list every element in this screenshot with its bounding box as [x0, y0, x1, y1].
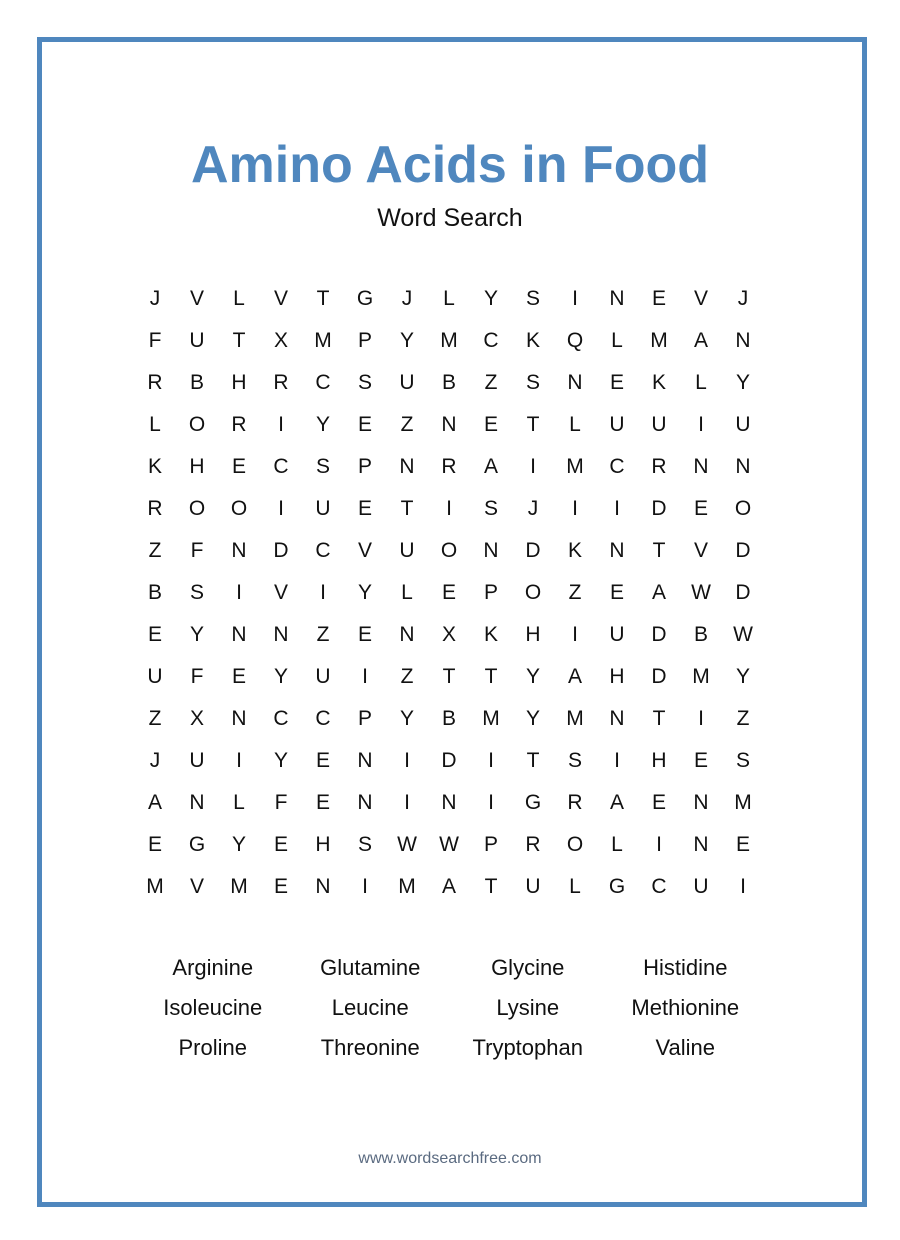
grid-cell[interactable]: N — [609, 707, 625, 730]
grid-cell[interactable]: I — [320, 581, 326, 604]
grid-cell[interactable]: K — [525, 329, 540, 352]
grid-cell[interactable]: R — [231, 413, 247, 436]
grid-cell[interactable]: V — [693, 539, 708, 562]
grid-cell[interactable]: E — [231, 455, 246, 478]
grid-cell[interactable]: B — [693, 623, 708, 646]
grid-cell[interactable]: V — [189, 875, 204, 898]
grid-cell[interactable]: H — [315, 833, 331, 856]
grid-cell[interactable]: B — [441, 371, 456, 394]
grid-cell[interactable]: M — [566, 455, 584, 478]
grid-row — [134, 698, 764, 740]
grid-cell[interactable]: Y — [231, 833, 246, 856]
grid-cell[interactable]: H — [525, 623, 541, 646]
grid-cell[interactable]: N — [735, 329, 751, 352]
grid-cell[interactable]: M — [482, 707, 500, 730]
word-list-item: Glycine — [491, 955, 565, 980]
grid-cell[interactable]: U — [609, 623, 625, 646]
grid-row — [134, 362, 764, 404]
word-list-item: Threonine — [320, 1035, 420, 1060]
grid-cell[interactable]: Z — [148, 539, 162, 562]
word-list-item: Histidine — [643, 955, 728, 980]
grid-cell[interactable]: G — [356, 287, 374, 310]
word-list-item: Proline — [178, 1035, 247, 1060]
grid-cell[interactable]: C — [273, 707, 289, 730]
grid-cell[interactable]: E — [441, 581, 456, 604]
grid-cell[interactable]: D — [525, 539, 541, 562]
grid-cell[interactable]: S — [357, 371, 372, 394]
word-list-item: Lysine — [496, 995, 560, 1020]
grid-cell[interactable]: M — [566, 707, 584, 730]
grid-cell[interactable]: S — [315, 455, 330, 478]
grid-cell[interactable]: L — [569, 413, 581, 436]
grid-cell[interactable]: U — [147, 665, 163, 688]
grid-cell[interactable]: X — [189, 707, 204, 730]
grid-cell[interactable]: A — [609, 791, 624, 814]
grid-cell[interactable]: N — [273, 623, 289, 646]
grid-cell[interactable]: P — [483, 833, 498, 856]
grid-cell[interactable]: Z — [736, 707, 750, 730]
grid-cell[interactable]: T — [526, 749, 540, 772]
grid-cell[interactable]: A — [651, 581, 666, 604]
grid-cell[interactable]: C — [483, 329, 499, 352]
grid-cell[interactable]: O — [230, 497, 248, 520]
grid-cell[interactable]: E — [609, 581, 624, 604]
grid-cell[interactable]: Y — [525, 665, 540, 688]
grid-cell[interactable]: N — [231, 539, 247, 562]
grid-cell[interactable]: A — [483, 455, 498, 478]
grid-cell[interactable]: M — [230, 875, 248, 898]
grid-cell[interactable]: K — [651, 371, 666, 394]
grid-cell[interactable]: N — [693, 791, 709, 814]
grid-cell[interactable]: S — [483, 497, 498, 520]
grid-cell[interactable]: Y — [399, 707, 414, 730]
grid-cell[interactable]: E — [315, 791, 330, 814]
grid-cell[interactable]: U — [735, 413, 751, 436]
grid-cell[interactable]: G — [608, 875, 626, 898]
grid-cell[interactable]: V — [273, 581, 288, 604]
grid-cell[interactable]: O — [566, 833, 584, 856]
grid-cell[interactable]: Y — [357, 581, 372, 604]
grid-row — [134, 278, 764, 320]
grid-cell[interactable]: Y — [315, 413, 330, 436]
grid-row — [134, 530, 764, 572]
grid-cell[interactable]: P — [357, 329, 372, 352]
grid-cell[interactable]: X — [273, 329, 288, 352]
grid-cell[interactable]: M — [650, 329, 668, 352]
grid-cell[interactable]: V — [693, 287, 708, 310]
grid-cell[interactable]: U — [315, 665, 331, 688]
grid-cell[interactable]: U — [651, 413, 667, 436]
grid-cell[interactable]: E — [147, 833, 162, 856]
grid-cell[interactable]: E — [357, 623, 372, 646]
grid-cell[interactable]: U — [189, 749, 205, 772]
grid-cell[interactable]: A — [693, 329, 708, 352]
grid-cell[interactable]: K — [147, 455, 162, 478]
grid-cell[interactable]: R — [147, 371, 163, 394]
grid-cell[interactable]: Z — [568, 581, 582, 604]
grid-cell[interactable]: M — [440, 329, 458, 352]
grid-cell[interactable]: M — [734, 791, 752, 814]
letter-grid — [134, 278, 764, 908]
grid-cell[interactable]: O — [440, 539, 458, 562]
grid-row — [134, 824, 764, 866]
grid-cell[interactable]: D — [735, 539, 751, 562]
grid-cell[interactable]: S — [735, 749, 750, 772]
grid-cell[interactable]: Y — [273, 749, 288, 772]
grid-cell[interactable]: L — [149, 413, 161, 436]
grid-cell[interactable]: C — [315, 371, 331, 394]
grid-cell[interactable]: O — [524, 581, 542, 604]
grid-cell[interactable]: I — [572, 497, 578, 520]
grid-cell[interactable]: L — [233, 287, 245, 310]
grid-cell[interactable]: T — [484, 665, 498, 688]
grid-cell[interactable]: I — [572, 287, 578, 310]
word-list-item: Arginine — [172, 955, 254, 980]
grid-cell[interactable]: E — [651, 791, 666, 814]
grid-cell[interactable]: A — [567, 665, 582, 688]
grid-cell[interactable]: H — [189, 455, 205, 478]
grid-cell[interactable]: C — [609, 455, 625, 478]
grid-cell[interactable]: R — [651, 455, 667, 478]
grid-cell[interactable]: E — [315, 749, 330, 772]
grid-row — [134, 740, 764, 782]
grid-cell[interactable]: N — [231, 707, 247, 730]
grid-cell[interactable]: D — [651, 665, 667, 688]
word-list-item: Methionine — [631, 995, 740, 1020]
grid-cell[interactable]: D — [651, 623, 667, 646]
grid-row — [134, 320, 764, 362]
grid-cell[interactable]: I — [614, 497, 620, 520]
grid-cell[interactable]: P — [357, 455, 372, 478]
grid-cell[interactable]: R — [441, 455, 457, 478]
grid-cell[interactable]: R — [273, 371, 289, 394]
grid-cell[interactable]: O — [188, 497, 206, 520]
grid-cell[interactable]: F — [274, 791, 288, 814]
grid-cell[interactable]: Y — [189, 623, 204, 646]
grid-cell[interactable]: T — [442, 665, 456, 688]
grid-cell[interactable]: U — [609, 413, 625, 436]
grid-cell[interactable]: T — [526, 413, 540, 436]
grid-cell[interactable]: H — [231, 371, 247, 394]
grid-cell[interactable]: U — [693, 875, 709, 898]
grid-cell[interactable]: C — [315, 539, 331, 562]
grid-cell[interactable]: N — [441, 791, 457, 814]
grid-row — [134, 572, 764, 614]
grid-cell[interactable]: U — [189, 329, 205, 352]
grid-row — [134, 488, 764, 530]
grid-cell[interactable]: W — [691, 581, 711, 604]
grid-cell[interactable]: Q — [566, 329, 584, 352]
grid-cell[interactable]: C — [273, 455, 289, 478]
grid-cell[interactable]: M — [314, 329, 332, 352]
grid-cell[interactable]: D — [273, 539, 289, 562]
grid-row — [134, 782, 764, 824]
grid-cell[interactable]: N — [609, 539, 625, 562]
grid-cell[interactable]: H — [609, 665, 625, 688]
grid-cell[interactable]: I — [404, 749, 410, 772]
grid-cell[interactable]: Z — [148, 707, 162, 730]
grid-cell[interactable]: M — [692, 665, 710, 688]
word-list-item: Isoleucine — [163, 995, 263, 1020]
grid-cell[interactable]: J — [149, 287, 161, 310]
grid-cell[interactable]: Z — [484, 371, 498, 394]
grid-cell[interactable]: I — [740, 875, 746, 898]
grid-cell[interactable]: E — [609, 371, 624, 394]
grid-cell[interactable]: Z — [400, 413, 414, 436]
grid-cell[interactable]: I — [698, 413, 704, 436]
grid-cell[interactable]: A — [441, 875, 456, 898]
grid-cell[interactable]: I — [236, 749, 242, 772]
grid-cell[interactable]: J — [149, 749, 161, 772]
grid-cell[interactable]: E — [357, 497, 372, 520]
grid-cell[interactable]: I — [530, 455, 536, 478]
grid-cell[interactable]: N — [399, 455, 415, 478]
grid-cell[interactable]: N — [693, 833, 709, 856]
grid-cell[interactable]: N — [357, 791, 373, 814]
grid-cell[interactable]: N — [357, 749, 373, 772]
grid-cell[interactable]: Y — [735, 371, 750, 394]
grid-cell[interactable]: M — [398, 875, 416, 898]
grid-row — [134, 446, 764, 488]
grid-cell[interactable]: E — [483, 413, 498, 436]
grid-cell[interactable]: N — [315, 875, 331, 898]
grid-cell[interactable]: L — [611, 329, 623, 352]
grid-row — [134, 656, 764, 698]
grid-cell[interactable]: E — [231, 665, 246, 688]
grid-cell[interactable]: L — [569, 875, 581, 898]
grid-cell[interactable]: E — [273, 875, 288, 898]
puzzle-title: Amino Acids in Food — [190, 136, 710, 194]
grid-cell[interactable]: V — [273, 287, 288, 310]
grid-cell[interactable]: R — [567, 791, 583, 814]
grid-cell[interactable]: I — [362, 875, 368, 898]
grid-cell[interactable]: O — [188, 413, 206, 436]
grid-cell[interactable]: L — [611, 833, 623, 856]
grid-cell[interactable]: B — [441, 707, 456, 730]
grid-cell[interactable]: N — [399, 623, 415, 646]
grid-cell[interactable]: N — [735, 455, 751, 478]
word-list-item: Leucine — [331, 995, 409, 1020]
grid-cell[interactable]: A — [147, 791, 162, 814]
grid-cell[interactable]: F — [190, 539, 204, 562]
grid-cell[interactable]: F — [190, 665, 204, 688]
grid-cell[interactable]: N — [567, 371, 583, 394]
grid-cell[interactable]: R — [525, 833, 541, 856]
word-list-item: Glutamine — [320, 955, 421, 980]
grid-cell[interactable]: S — [357, 833, 372, 856]
grid-cell[interactable]: T — [652, 707, 666, 730]
grid-cell[interactable]: E — [735, 833, 750, 856]
grid-cell[interactable]: I — [404, 791, 410, 814]
grid-cell[interactable]: L — [443, 287, 455, 310]
grid-cell[interactable]: E — [147, 623, 162, 646]
grid-cell[interactable]: V — [357, 539, 372, 562]
grid-cell[interactable]: W — [397, 833, 417, 856]
grid-cell[interactable]: N — [609, 287, 625, 310]
grid-cell[interactable]: S — [567, 749, 582, 772]
grid-cell[interactable]: L — [233, 791, 245, 814]
grid-cell[interactable]: I — [236, 581, 242, 604]
grid-cell[interactable]: E — [357, 413, 372, 436]
word-list — [134, 948, 764, 1068]
grid-cell[interactable]: I — [278, 497, 284, 520]
grid-cell[interactable]: I — [278, 413, 284, 436]
grid-cell[interactable]: N — [231, 623, 247, 646]
grid-cell[interactable]: S — [525, 287, 540, 310]
grid-cell[interactable]: U — [315, 497, 331, 520]
grid-row — [134, 866, 764, 908]
grid-cell[interactable]: Z — [316, 623, 330, 646]
grid-cell[interactable]: N — [189, 791, 205, 814]
puzzle-subtitle: Word Search — [377, 204, 523, 232]
grid-cell[interactable]: E — [273, 833, 288, 856]
grid-cell[interactable]: B — [189, 371, 204, 394]
grid-cell[interactable]: J — [401, 287, 413, 310]
grid-cell[interactable]: I — [656, 833, 662, 856]
footer-url[interactable]: www.wordsearchfree.com — [358, 1150, 542, 1167]
grid-cell[interactable]: I — [488, 749, 494, 772]
grid-cell[interactable]: L — [695, 371, 707, 394]
grid-cell[interactable]: S — [525, 371, 540, 394]
grid-cell[interactable]: G — [524, 791, 542, 814]
grid-cell[interactable]: O — [734, 497, 752, 520]
grid-cell[interactable]: K — [483, 623, 498, 646]
grid-cell[interactable]: L — [401, 581, 413, 604]
grid-cell[interactable]: N — [483, 539, 499, 562]
grid-cell[interactable]: E — [693, 497, 708, 520]
grid-cell[interactable]: E — [651, 287, 666, 310]
grid-cell[interactable]: I — [362, 665, 368, 688]
grid-cell[interactable]: U — [399, 371, 415, 394]
grid-cell[interactable]: Z — [400, 665, 414, 688]
grid-cell[interactable]: T — [484, 875, 498, 898]
grid-cell[interactable]: W — [733, 623, 753, 646]
grid-cell[interactable]: C — [315, 707, 331, 730]
grid-cell[interactable]: T — [652, 539, 666, 562]
grid-cell[interactable]: F — [148, 329, 162, 352]
grid-cell[interactable]: U — [399, 539, 415, 562]
grid-cell[interactable]: Y — [273, 665, 288, 688]
grid-cell[interactable]: N — [441, 413, 457, 436]
grid-cell[interactable]: B — [147, 581, 162, 604]
grid-cell[interactable]: S — [189, 581, 204, 604]
grid-cell[interactable]: I — [488, 791, 494, 814]
grid-cell[interactable]: M — [146, 875, 164, 898]
grid-cell[interactable]: G — [188, 833, 206, 856]
grid-row — [134, 404, 764, 446]
grid-cell[interactable]: I — [698, 707, 704, 730]
grid-cell[interactable]: Y — [525, 707, 540, 730]
grid-cell[interactable]: D — [441, 749, 457, 772]
grid-cell[interactable]: J — [527, 497, 539, 520]
grid-cell[interactable]: C — [651, 875, 667, 898]
grid-cell[interactable]: N — [693, 455, 709, 478]
grid-cell[interactable]: P — [483, 581, 498, 604]
grid-cell[interactable]: V — [189, 287, 204, 310]
grid-cell[interactable]: Y — [735, 665, 750, 688]
grid-cell[interactable]: D — [651, 497, 667, 520]
grid-cell[interactable]: P — [357, 707, 372, 730]
grid-cell[interactable]: T — [400, 497, 414, 520]
grid-row — [134, 614, 764, 656]
grid-cell[interactable]: Y — [399, 329, 414, 352]
grid-cell[interactable]: I — [572, 623, 578, 646]
grid-cell[interactable]: Y — [483, 287, 498, 310]
grid-cell[interactable]: I — [446, 497, 452, 520]
grid-cell[interactable]: E — [693, 749, 708, 772]
grid-cell[interactable]: T — [232, 329, 246, 352]
grid-cell[interactable]: K — [567, 539, 582, 562]
grid-cell[interactable]: H — [651, 749, 667, 772]
grid-cell[interactable]: I — [614, 749, 620, 772]
grid-cell[interactable]: T — [316, 287, 330, 310]
grid-cell[interactable]: U — [525, 875, 541, 898]
grid-cell[interactable]: D — [735, 581, 751, 604]
word-list-item: Tryptophan — [472, 1035, 583, 1060]
grid-cell[interactable]: J — [737, 287, 749, 310]
grid-cell[interactable]: X — [441, 623, 456, 646]
word-list-item: Valine — [655, 1035, 716, 1060]
grid-cell[interactable]: W — [439, 833, 459, 856]
grid-cell[interactable]: R — [147, 497, 163, 520]
